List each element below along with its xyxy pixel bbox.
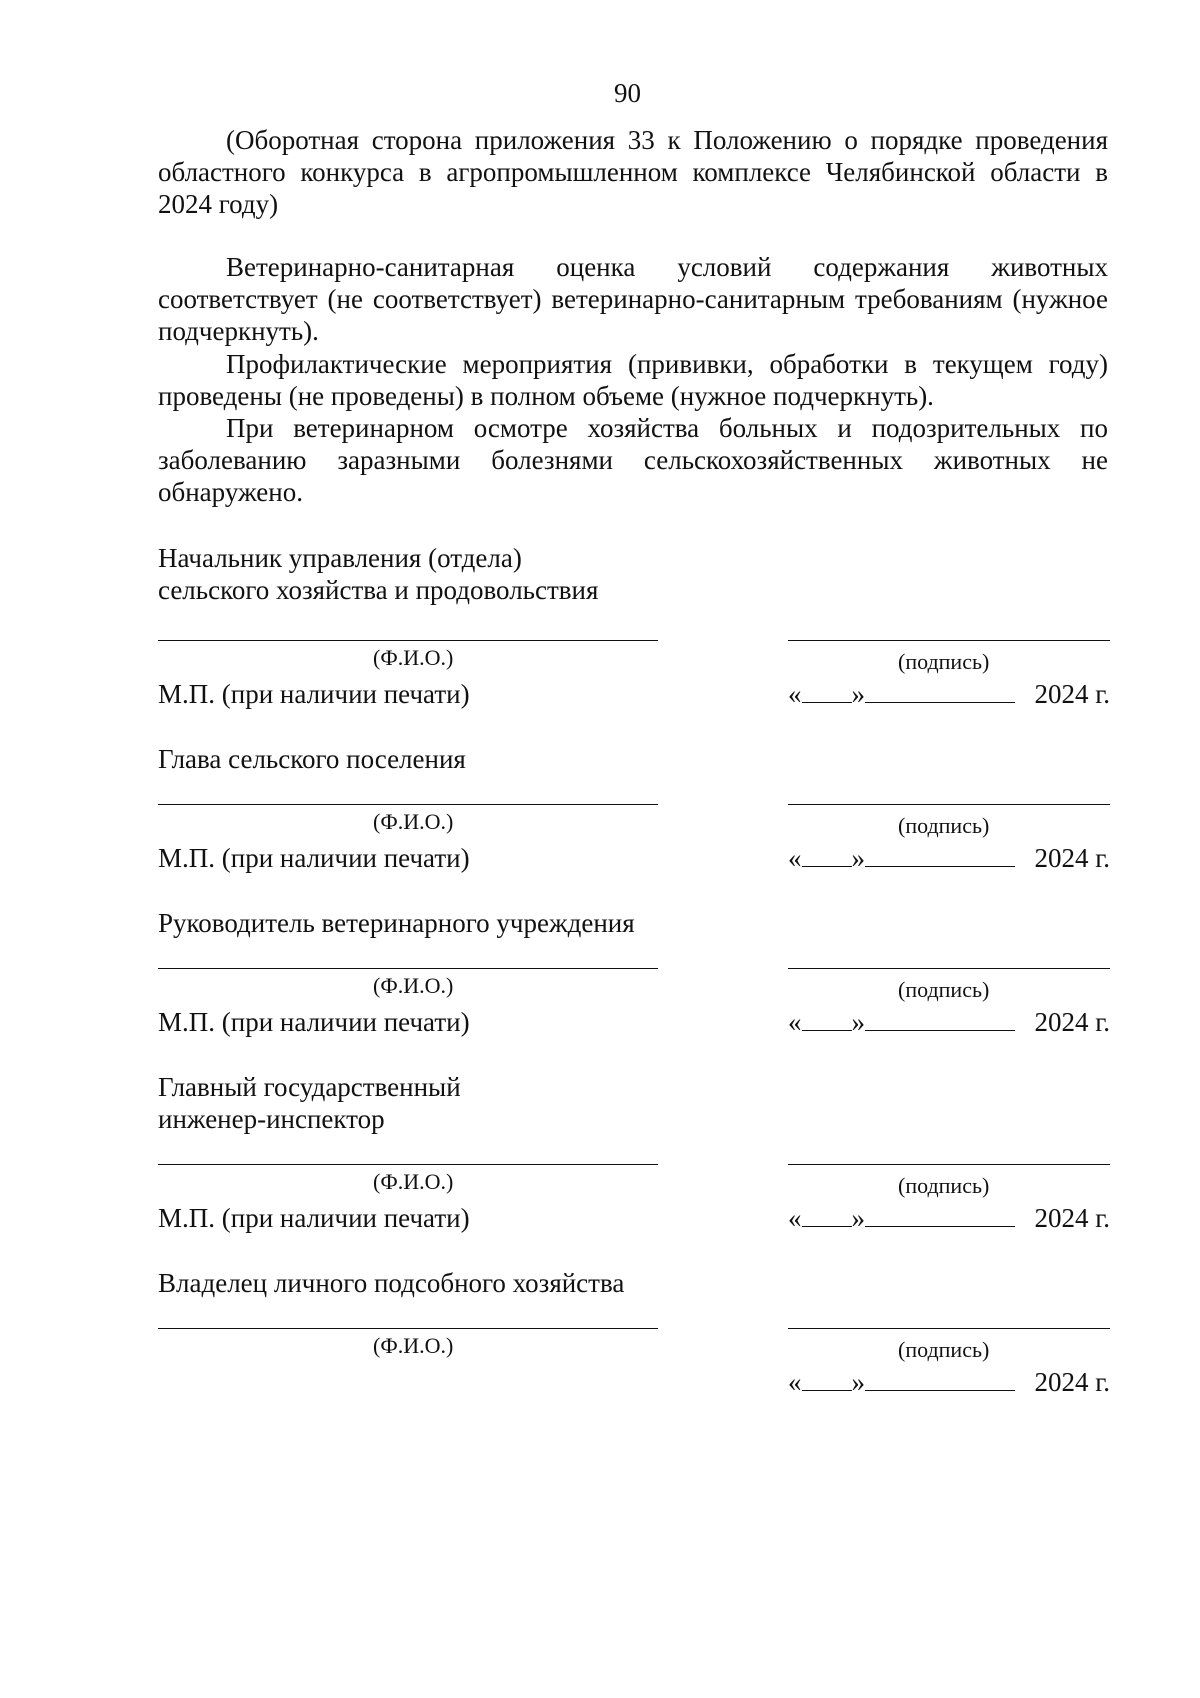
day-blank[interactable] [802,1204,852,1227]
date-field[interactable] [788,1007,1110,1037]
fio-line[interactable] [158,640,658,641]
date-year: 2024 г. [1034,1203,1110,1233]
signature-caption: (подпись) [898,649,990,674]
month-blank[interactable] [865,680,1015,703]
date-year: 2024 г. [1034,843,1110,873]
month-blank[interactable] [865,1368,1015,1391]
block-title-line: инженер-инспектор [158,1104,385,1134]
date-open-quote: « [788,843,802,873]
block-title [158,907,758,939]
fio-line[interactable] [158,804,658,805]
date-close-quote: » [851,1007,865,1037]
block-title [158,1071,758,1135]
day-blank[interactable] [802,1368,852,1391]
date-year: 2024 г. [1034,679,1110,709]
stamp-note: М.П. (при наличии печати) [158,679,470,709]
block-title [158,542,758,606]
month-blank[interactable] [865,844,1015,867]
block-title-line: Глава сельского поселения [158,744,466,774]
page-number: 90 [614,78,641,108]
block-title-line: Руководитель ветеринарного учреждения [158,908,635,938]
block-title-line: Владелец личного подсобного хозяйства [158,1268,625,1298]
day-blank[interactable] [802,1008,852,1031]
signature-caption: (подпись) [898,1173,990,1198]
signature-caption: (подпись) [898,1337,990,1362]
paragraph-inspection-result: При ветеринарном осмотре хозяйства больных и подозрительных по заболеванию заразными болезнями сельскохозяйственных животных не обнаружено. [158,413,1108,507]
block-title [158,1267,758,1299]
date-year: 2024 г. [1034,1367,1110,1397]
month-blank[interactable] [865,1204,1015,1227]
fio-caption: (Ф.И.О.) [373,1169,454,1194]
date-close-quote: » [851,843,865,873]
fio-line[interactable] [158,1328,658,1329]
block-title-line: Начальник управления (отдела) [158,543,522,573]
date-field[interactable] [788,843,1110,873]
date-close-quote: » [851,1367,865,1397]
fio-line[interactable] [158,968,658,969]
day-blank[interactable] [802,680,852,703]
date-field[interactable] [788,1203,1110,1233]
block-title-line: сельского хозяйства и продовольствия [158,575,599,605]
date-open-quote: « [788,1007,802,1037]
paragraph-vet-assessment: Ветеринарно-санитарная оценка условий содержания животных соответствует (не соответствует) ветеринарно-санитарным требованиям (нужное подчеркнуть). [158,252,1108,346]
paragraph-preventive-measures: Профилактические мероприятия (прививки, обработки в текущем году) проведены (не проведены) в полном объеме (нужное подчеркнуть). [158,349,1108,411]
day-blank[interactable] [802,844,852,867]
stamp-note: М.П. (при наличии печати) [158,843,470,873]
date-year: 2024 г. [1034,1007,1110,1037]
signature-line[interactable] [788,804,1110,805]
fio-line[interactable] [158,1164,658,1165]
signature-line[interactable] [788,1164,1110,1165]
date-open-quote: « [788,679,802,709]
block-title-line: Главный государственный [158,1072,461,1102]
fio-caption: (Ф.И.О.) [373,645,454,670]
signature-line[interactable] [788,640,1110,641]
fio-caption: (Ф.И.О.) [373,973,454,998]
date-open-quote: « [788,1367,802,1397]
block-title [158,743,758,775]
signature-caption: (подпись) [898,813,990,838]
date-field[interactable] [788,679,1110,709]
month-blank[interactable] [865,1008,1015,1031]
signature-caption: (подпись) [898,977,990,1002]
date-open-quote: « [788,1203,802,1233]
fio-caption: (Ф.И.О.) [373,1333,454,1358]
fio-caption: (Ф.И.О.) [373,809,454,834]
signature-line[interactable] [788,1328,1110,1329]
date-close-quote: » [851,1203,865,1233]
signature-line[interactable] [788,968,1110,969]
date-close-quote: » [851,679,865,709]
date-field[interactable] [788,1367,1110,1397]
header-note: (Оборотная сторона приложения 33 к Положению о порядке проведения областного конкурса в агропромышленном комплексе Челябинской области в 2024 году) [158,125,1108,219]
stamp-note: М.П. (при наличии печати) [158,1007,470,1037]
stamp-note: М.П. (при наличии печати) [158,1203,470,1233]
